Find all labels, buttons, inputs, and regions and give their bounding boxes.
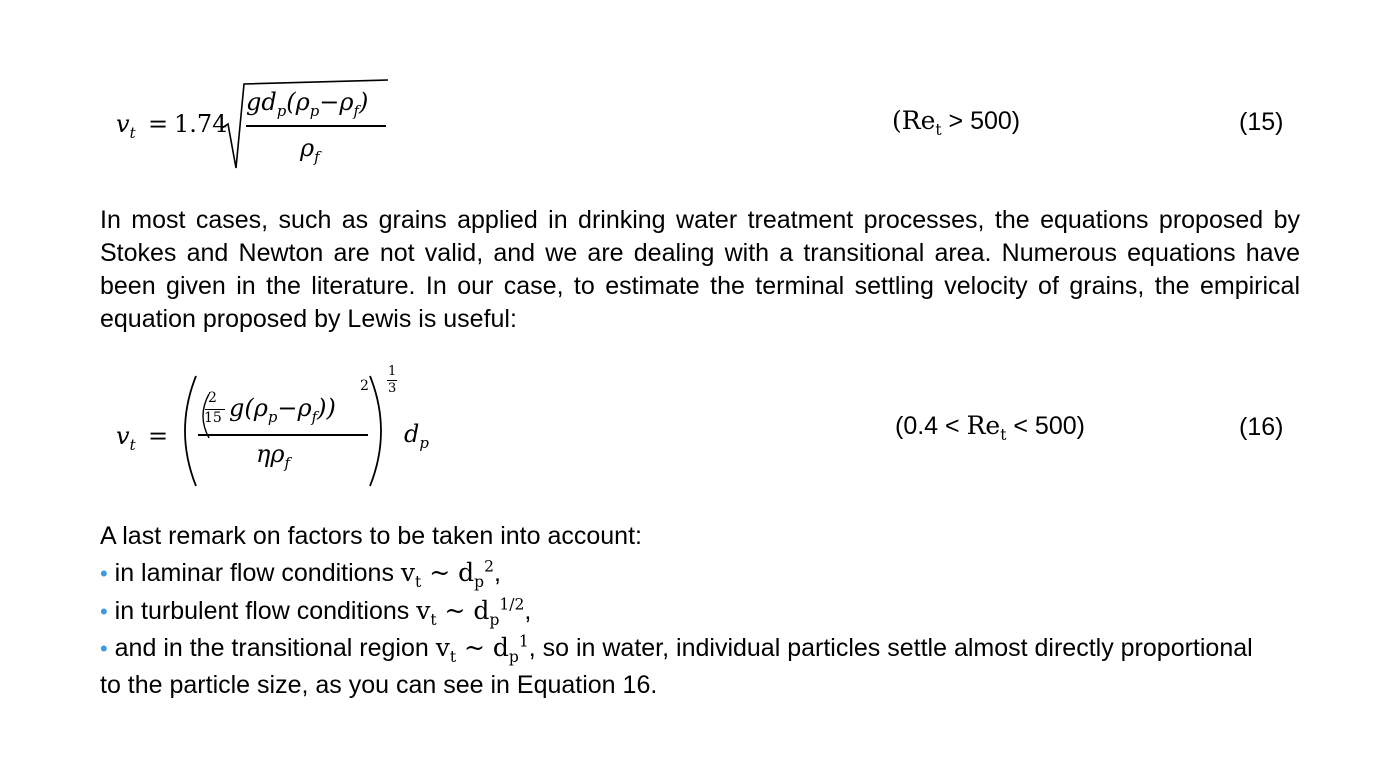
eq16-number: (16): [1239, 413, 1284, 441]
eq16-fraction-bar: [198, 434, 368, 436]
eq15-equals: =: [148, 110, 169, 138]
bullet-icon: •: [100, 636, 108, 661]
eq16-inner-frac-num: 2: [208, 390, 217, 406]
eq15-denominator: $\rho_f$: [300, 134, 320, 166]
bullet-icon: •: [100, 561, 108, 586]
eq16-lhs: $v_t$: [116, 422, 136, 454]
equation-15: [112, 72, 412, 182]
eq16-inner-frac-den: 15: [204, 410, 222, 426]
remark-intro: A last remark on factors to be taken into account:: [100, 522, 642, 550]
eq16-outer-exp-den: 3: [388, 381, 397, 396]
eq15-numerator: $gd_p(\rho_p-\rho_f)$: [246, 88, 369, 120]
remark-continuation: to the particle size, as you can see in Equation 16.: [100, 671, 658, 699]
list-item: • in laminar flow conditions $v_t$ ~ $d_p^2$,: [100, 557, 501, 591]
bullet-icon: •: [100, 599, 108, 624]
equation-16: [112, 364, 472, 494]
eq15-lhs: $v_t$: [116, 110, 136, 142]
eq15-coefficient: 1.74: [174, 110, 228, 138]
paragraph-lewis: In most cases, such as grains applied in drinking water treatment processes, the equations proposed by Stokes and Newton are not valid, and we are dealing with a transitional area. Numerous equations have been given in the literature. In our case, to estimate the terminal settling velocity of grains, the empirical equation proposed by Lewis is useful:: [100, 206, 1300, 333]
eq16-num-exponent: 2: [360, 378, 369, 394]
eq15-condition: $(Re_t > 500)$: [892, 106, 1021, 139]
eq16-equals: =: [148, 422, 169, 450]
list-item: • and in the transitional region $v_t$ ~ $d_p^1$, so in water, individual particles settle almost directly proportional: [100, 632, 1253, 666]
eq16-tail: $d_p$: [404, 420, 429, 452]
eq15-fraction-bar: [246, 125, 386, 127]
eq16-numerator: $g(\rho_p-\rho_f)$): [229, 394, 336, 426]
eq16-condition: $(0.4 < Re_t < 500)$: [895, 411, 1085, 444]
eq16-outer-exp-num: 1: [388, 364, 397, 379]
list-item: • in turbulent flow conditions $v_t$ ~ $d_p^{1/2}$,: [100, 595, 532, 629]
eq15-number: (15): [1239, 108, 1284, 136]
eq16-denominator: $\eta\rho_f$: [256, 440, 291, 472]
